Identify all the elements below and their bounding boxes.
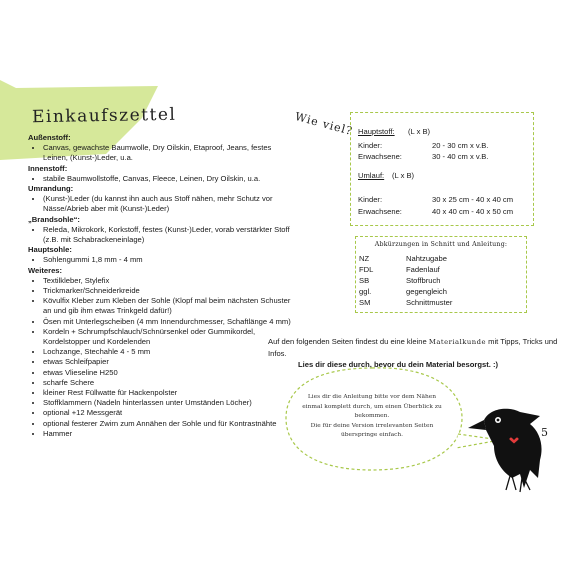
- bubble-line: Die für deine Version irrelevanten Seiten: [310, 422, 434, 429]
- size-value: 30 - 40 cm x v.B.: [432, 152, 489, 161]
- list-item: • Trickmarker/Schneiderkreide: [43, 286, 296, 296]
- size-value: 30 x 25 cm - 40 x 40 cm: [432, 195, 514, 204]
- list-item: • kleiner Rest Füllwatte für Hackenpolster: [43, 388, 296, 398]
- list-item: • Hammer: [43, 429, 296, 439]
- list-item: • Sohlengummi 1,8 mm - 4 mm: [43, 255, 296, 265]
- list-item: • Canvas, gewachste Baumwolle, Dry Oilskin, Etaproof, Jeans, festes Leinen, (Kunst-)Leder, u.a.: [43, 143, 296, 163]
- abbreviation: FDL: [359, 265, 374, 274]
- how-much-heading: Wie viel?: [293, 110, 355, 138]
- size-label: Erwachsene:: [358, 152, 402, 161]
- abbreviation-meaning: Stoffbruch: [406, 276, 441, 285]
- hauptstoff-dim: (L x B): [408, 127, 431, 136]
- abbreviation: ggl.: [359, 287, 372, 296]
- section-heading: Außenstoff:: [28, 133, 71, 142]
- section-heading: Innenstoff:: [28, 163, 68, 173]
- abbreviation-meaning: gegengleich: [406, 287, 447, 296]
- info-text-before: Auf den folgenden Seiten findest du eine kleine: [268, 337, 429, 346]
- list-item: • Kövulfix Kleber zum Kleben der Sohle (Klopf mal beim nächsten Schuster an und gib ihm etwas Trinkgeld dafür!): [43, 296, 296, 316]
- abbreviation: SB: [359, 276, 370, 285]
- page-number: 5: [541, 426, 548, 439]
- abbreviation: SM: [359, 298, 371, 307]
- materialkunde-link[interactable]: Materialkunde: [428, 338, 487, 346]
- list-item: • Lochzange, Stechahle 4 - 5 mm: [43, 347, 296, 357]
- bubble-line: einmal komplett durch, um einen Überblick zu: [302, 403, 442, 410]
- list-item: • scharfe Schere: [43, 378, 296, 388]
- size-label: Kinder:: [358, 195, 383, 204]
- section-heading: „Brandsohle“:: [28, 214, 80, 224]
- list-item: • optional +12 Messgerät: [43, 408, 296, 418]
- hauptstoff-label: Hauptstoff:: [358, 127, 395, 136]
- section-heading: Weiteres:: [28, 265, 63, 275]
- list-item: • Stoffklammern (Nadeln hinterlassen unter Umständen Löcher): [43, 398, 296, 408]
- list-item: • etwas Vlieseline H250: [43, 368, 296, 378]
- size-value: 40 x 40 cm - 40 x 50 cm: [432, 207, 514, 216]
- list-item: • stabile Baumwollstoffe, Canvas, Fleece, Leinen, Dry Oilskin, u.a.: [43, 174, 296, 184]
- page-title: Einkaufszettel: [31, 104, 177, 128]
- list-item: • Ösen mit Unterlegscheiben (4 mm Innendurchmesser, Schaftlänge 4 mm): [43, 317, 296, 327]
- abbreviation-meaning: Schnittmuster: [406, 298, 453, 307]
- list-item: • (Kunst-)Leder (du kannst ihn auch aus Stoff nähen, mehr Schutz vor Nässe/Abrieb aber mit (Kunst-)Leder): [43, 194, 296, 214]
- abbreviations-heading: Abkürzungen in Schnitt und Anleitung:: [374, 241, 508, 248]
- umlauf-dim: (L x B): [392, 171, 415, 180]
- umlauf-label: Umlauf:: [358, 171, 385, 180]
- section-heading: Hauptsohle:: [28, 245, 72, 255]
- list-item: • Releda, Mikrokork, Korkstoff, festes (Kunst-)Leder, vorab verstärkter Stoff (z.B. mit Schabrackeneinlage): [43, 225, 296, 245]
- bubble-line: Lies dir die Anleitung bitte vor dem Nähen: [307, 394, 437, 400]
- info-text-after: mit Tipps, Tricks und Infos.: [268, 337, 558, 358]
- abbreviation: NZ: [359, 254, 370, 263]
- size-label: Kinder:: [358, 141, 383, 150]
- abbreviation-meaning: Nahtzugabe: [406, 254, 447, 263]
- section-heading: Umrandung:: [28, 184, 74, 194]
- bubble-line: überspringe einfach.: [340, 432, 404, 438]
- abbreviation-meaning: Fadenlauf: [406, 265, 440, 274]
- list-item: • etwas Schleifpapier: [43, 357, 296, 367]
- list-item: • Kordeln + Schrumpfschlauch/Schnürsenkel oder Gummikordel, Kordelstopper und Kordelenden: [43, 327, 296, 347]
- list-item: • Textilkleber, Stylefix: [43, 276, 296, 286]
- size-label: Erwachsene:: [358, 207, 402, 216]
- bubble-line: bekommen.: [354, 413, 390, 419]
- info-bold-note: Lies dir diese durch, bevor du dein Material besorgst. :): [298, 360, 499, 369]
- list-item: • optional festerer Zwirn zum Annähen der Sohle und für Kontrastnähte: [43, 419, 296, 429]
- size-value: 20 - 30 cm x v.B.: [432, 141, 489, 150]
